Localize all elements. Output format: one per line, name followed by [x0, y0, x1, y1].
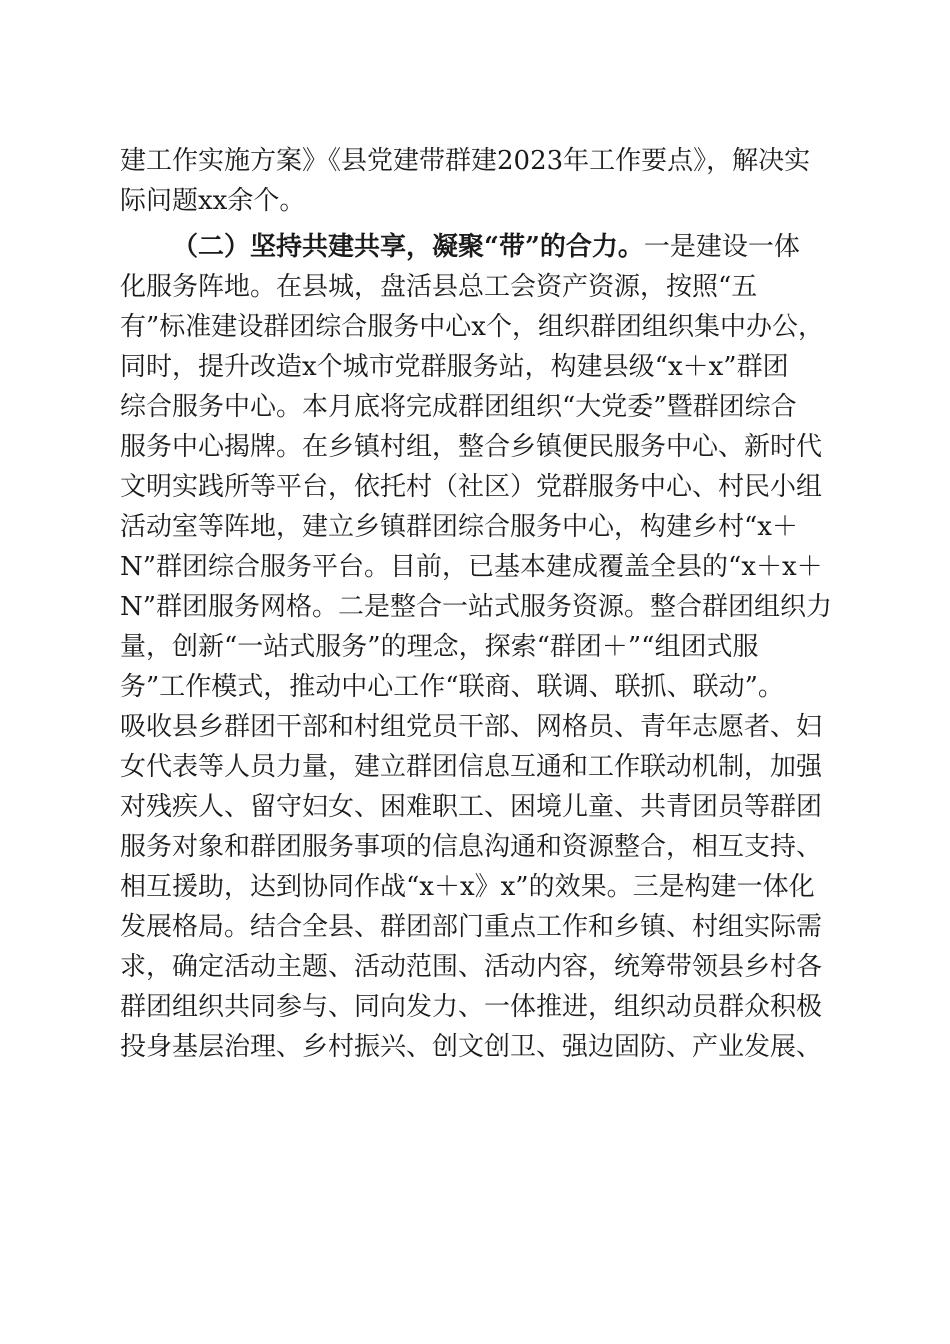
- text-line: 活动室等阵地，建立乡镇群团综合服务中心，构建乡村“x＋: [120, 512, 798, 542]
- text-line: 际问题xx余个。: [120, 186, 306, 216]
- text-line-first: [120, 227, 830, 267]
- text-line: 投身基层治理、乡村振兴、创文创卫、强边固防、产业发展、: [120, 1032, 823, 1062]
- text-line-rest: 一是建设一体: [643, 232, 800, 262]
- section-heading: （二）坚持共建共享，凝聚“带”的合力。: [172, 232, 644, 262]
- text-line: N”群团服务网格。二是整合一站式服务资源。整合群团组织力: [120, 592, 833, 622]
- text-line: 同时，提升改造x个城市党群服务站，构建县级“x＋x”群团: [120, 352, 789, 382]
- text-line: 文明实践所等平台，依托村（社区）党群服务中心、村民小组: [120, 472, 823, 502]
- text-line: 对残疾人、留守妇女、困难职工、困境儿童、共青团员等群团: [120, 792, 823, 822]
- text-line: 女代表等人员力量，建立群团信息互通和工作联动机制，加强: [120, 752, 823, 782]
- text-line: 综合服务中心。本月底将完成群团组织“大党委”暨群团综合: [120, 392, 797, 422]
- text-line: 服务对象和群团服务事项的信息沟通和资源整合，相互支持、: [120, 832, 823, 862]
- text-line: 求，确定活动主题、活动范围、活动内容，统筹带领县乡村各: [120, 952, 823, 982]
- paragraph-two: [120, 227, 833, 1067]
- text-line: 化服务阵地。在县城，盘活县总工会资产资源，按照“五: [120, 272, 758, 302]
- paragraph-continuation: [120, 141, 830, 221]
- text-line: 发展格局。结合全县、群团部门重点工作和乡镇、村组实际需: [120, 912, 823, 942]
- text-line: 群团组织共同参与、同向发力、一体推进，组织动员群众积极: [120, 992, 823, 1022]
- text-line: 相互援助，达到协同作战“x＋x》x”的效果。三是构建一体化: [120, 872, 815, 902]
- text-line: 服务中心揭牌。在乡镇村组，整合乡镇便民服务中心、新时代: [120, 432, 823, 462]
- text-line: 有”标准建设群团综合服务中心x个，组织群团组织集中办公，: [120, 312, 824, 342]
- text-line: N”群团综合服务平台。目前，已基本建成覆盖全县的“x＋x＋: [120, 552, 823, 582]
- text-line: 务”工作模式，推动中心工作“联商、联调、联抓、联动”。: [120, 672, 784, 702]
- text-line: 量，创新“一站式服务”的理念，探索“群团＋”“组团式服: [120, 632, 759, 662]
- text-line: 吸收县乡群团干部和村组党员干部、网格员、青年志愿者、妇: [120, 712, 823, 742]
- text-line: 建工作实施方案》《县党建带群建2023年工作要点》，解决实: [120, 146, 811, 176]
